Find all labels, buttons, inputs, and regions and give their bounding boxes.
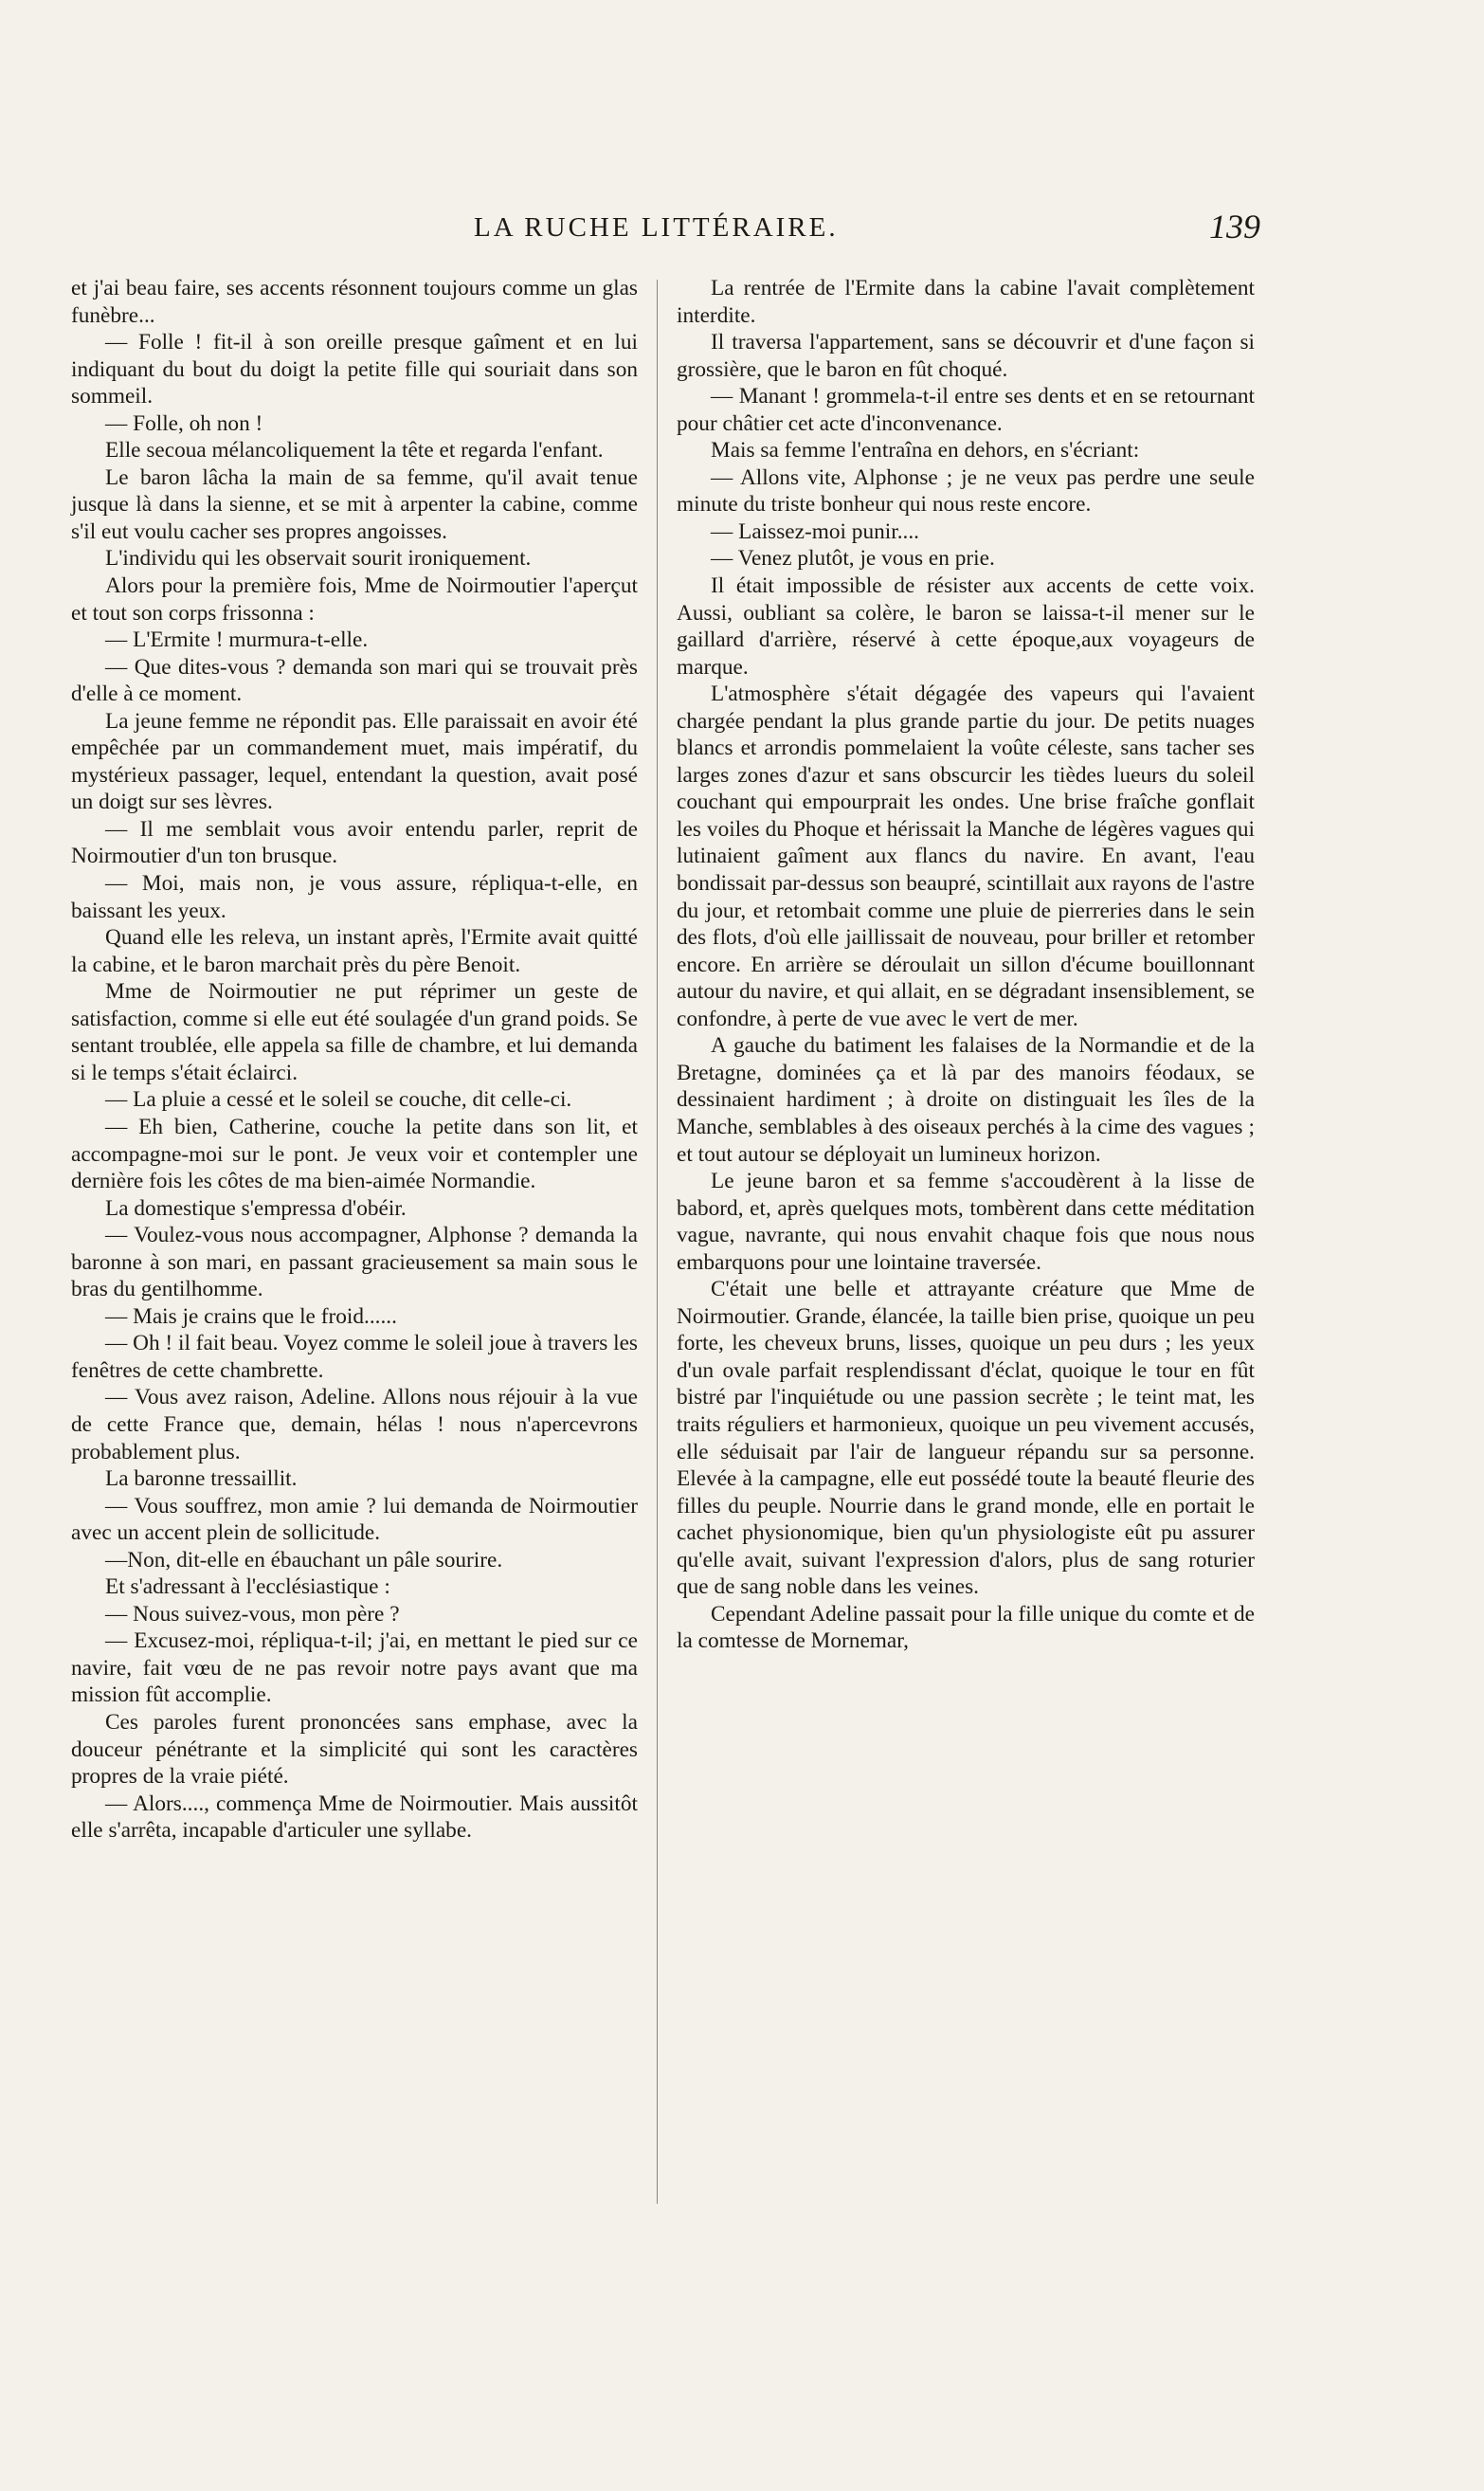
paragraph: L'atmosphère s'était dégagée des vapeurs qui l'avaient chargée pendant la plus grande partie du jour. De petits nuages blancs et arrondis pommelaient la voûte céleste, sans tacher ses larges zones d'azur et sans obscurcir les tièdes lueurs du soleil couchant qui empourprait les ondes. Une brise fraîche gonflait les voiles du Phoque et hérissait la Manche de légères vagues qui lutinaient gaîment aux flancs du navire. En avant, l'eau bondissait par-dessus son beaupré, scintillait aux rayons de l'astre du jour, et retombait comme une pluie de pierreries dans le sein des flots, d'où elle jaillissait de nouveau, pour briller et retomber encore. En arrière se déroulait un sillon d'écume bouillonnant autour du navire, et qui allait, en se dégradant insensiblement, se confondre, à perte de vue avec le vert de mer. [677,682,1255,1031]
paragraph: C'était une belle et attrayante créature que Mme de Noirmoutier. Grande, élancée, la taille bien prise, quoique un peu forte, les cheveux bruns, lisses, quoique un peu durs ; les yeux d'un ovale parfait resplendissant d'éclat, quoique le tour en fût bistré par l'inquiétude ou une passion secrète ; le teint mat, les traits réguliers et harmonieux, quoique un peu vivement accusés, elle séduisait par l'air de langueur répandu sur sa personne. Elevée à la campagne, elle eut possédé toute la beauté fleurie des filles du peuple. Nourrie dans le grand monde, elle en portait le cachet physionomique, bien qu'un physiologiste eût pu assurer qu'elle avait, suivant l'expression d'alors, plus de sang roturier que de sang noble dans les veines. [677,1277,1255,1600]
paragraph: — La pluie a cessé et le soleil se couche, dit celle-ci. [105,1087,572,1113]
paragraph: — Folle, oh non ! [105,410,263,436]
paragraph: Alors pour la première fois, Mme de Noirmoutier l'aperçut et tout son corps frissonna : [71,573,638,626]
paragraph: — Excusez-moi, répliqua-t-il; j'ai, en mettant le pied sur ce navire, fait vœu de ne pas revoir notre pays avant que ma mission fût accomplie. [71,1628,638,1708]
paragraph: — Il me semblait vous avoir entendu parler, reprit de Noirmoutier d'un ton brusque. [71,816,638,869]
paragraph: Mme de Noirmoutier ne put réprimer un geste de satisfaction, comme si elle eut été soulagée d'un grand poids. Se sentant troublée, elle appela sa fille de chambre, et lui demanda si le temps s'était éclairci. [71,979,638,1085]
paragraph: — Alors...., commença Mme de Noirmoutier. Mais aussitôt elle s'arrêta, incapable d'articuler une syllabe. [71,1791,638,1844]
paragraph: Il traversa l'appartement, sans se découvrir et d'une façon si grossière, que le baron en fût choqué. [677,330,1255,382]
right-column [677,275,1255,1655]
paragraph: Elle secoua mélancoliquement la tête et regarda l'enfant. [105,438,604,464]
paragraph: La jeune femme ne répondit pas. Elle paraissait en avoir été empêchée par un commandement muet, mais impératif, du mystérieux passager, lequel, entendant la question, avait posé un doigt sur ses lèvres. [71,708,638,815]
paragraph: Et s'adressant à l'ecclésiastique : [105,1574,390,1600]
paragraph: —Non, dit-elle en ébauchant un pâle sourire. [105,1547,503,1573]
paragraph: — Eh bien, Catherine, couche la petite dans son lit, et accompagne-moi sur le pont. Je veux voir et contempler une dernière fois les côtes de ma bien-aimée Normandie. [71,1114,638,1194]
paragraph: Ces paroles furent prononcées sans emphase, avec la douceur pénétrante et la simplicité qui sont les caractères propres de la vraie piété. [71,1709,638,1790]
paragraph: — Vous avez raison, Adeline. Allons nous réjouir à la vue de cette France que, demain, hélas ! nous n'apercevrons probablement plus. [71,1385,638,1464]
paragraph: — Oh ! il fait beau. Voyez comme le soleil joue à travers les fenêtres de cette chambrette. [71,1331,638,1383]
paragraph: — Que dites-vous ? demanda son mari qui se trouvait près d'elle à ce moment. [71,654,638,707]
paragraph: — L'Ermite ! murmura-t-elle. [105,627,369,653]
page-number: 139 [1209,208,1260,245]
paragraph: — Laissez-moi punir.... [711,518,919,544]
paragraph: L'individu qui les observait sourit ironiquement. [105,546,532,572]
paragraph: — Moi, mais non, je vous assure, répliqua-t-elle, en baissant les yeux. [71,871,638,923]
column-divider [657,280,658,2204]
running-title: LA RUCHE LITTÉRAIRE. [474,212,839,243]
left-column [71,275,638,1845]
paragraph: A gauche du batiment les falaises de la Normandie et de la Bretagne, dominées ça et là par des manoirs féodaux, se dessinaient hardiment ; à droite on distinguait les îles de la Manche, semblables à des oiseaux perchés à la cime des vagues ; et tout autour se déployait un lumineux horizon. [677,1033,1255,1167]
paragraph: Le baron lâcha la main de sa femme, qu'il avait tenue jusque là dans la sienne, et se mit à arpenter la cabine, comme s'il eut voulu cacher ses propres angoisses. [71,464,638,544]
paragraph: — Vous souffrez, mon amie ? lui demanda de Noirmoutier avec un accent plein de sollicitude. [71,1493,638,1546]
paragraph: Mais sa femme l'entraîna en dehors, en s'écriant: [711,438,1140,464]
paragraph: La rentrée de l'Ermite dans la cabine l'avait complètement interdite. [677,276,1255,328]
paragraph: — Allons vite, Alphonse ; je ne veux pas perdre une seule minute du triste bonheur qui nous reste encore. [677,464,1255,518]
paragraph: — Venez plutôt, je vous en prie. [711,546,995,572]
paragraph: — Mais je crains que le froid...... [105,1303,397,1329]
paragraph: — Manant ! grommela-t-il entre ses dents et en se retournant pour châtier cet acte d'inconvenance. [677,384,1255,436]
page-header [445,207,1260,248]
paragraph: Quand elle les releva, un instant après, l'Ermite avait quitté la cabine, et le baron marchait près du père Benoit. [71,925,638,977]
paragraph: Cependant Adeline passait pour la fille unique du comte et de la comtesse de Mornemar, [677,1601,1255,1654]
paragraph: — Nous suivez-vous, mon père ? [105,1601,400,1627]
paragraph: — Folle ! fit-il à son oreille presque gaîment et en lui indiquant du bout du doigt la petite fille qui souriait dans son sommeil. [71,330,638,409]
paragraph: et j'ai beau faire, ses accents résonnent toujours comme un glas funèbre... [71,276,638,328]
paragraph: Il était impossible de résister aux accents de cette voix. Aussi, oubliant sa colère, le baron se laissa-t-il mener sur le gaillard d'arrière, réservé à cette époque,aux voyageurs de marque. [677,573,1255,680]
paragraph: Le jeune baron et sa femme s'accoudèrent à la lisse de babord, et, après quelques mots, tombèrent dans cette méditation vague, navrante, qui nous envahit chaque fois que nous nous embarquons pour une lointaine traversée. [677,1169,1255,1275]
paragraph: La baronne tressaillit. [105,1466,298,1492]
paragraph: La domestique s'empressa d'obéir. [105,1195,407,1221]
paragraph: — Voulez-vous nous accompagner, Alphonse ? demanda la baronne à son mari, en passant gracieusement sa main sous le bras du gentilhomme. [71,1223,638,1302]
